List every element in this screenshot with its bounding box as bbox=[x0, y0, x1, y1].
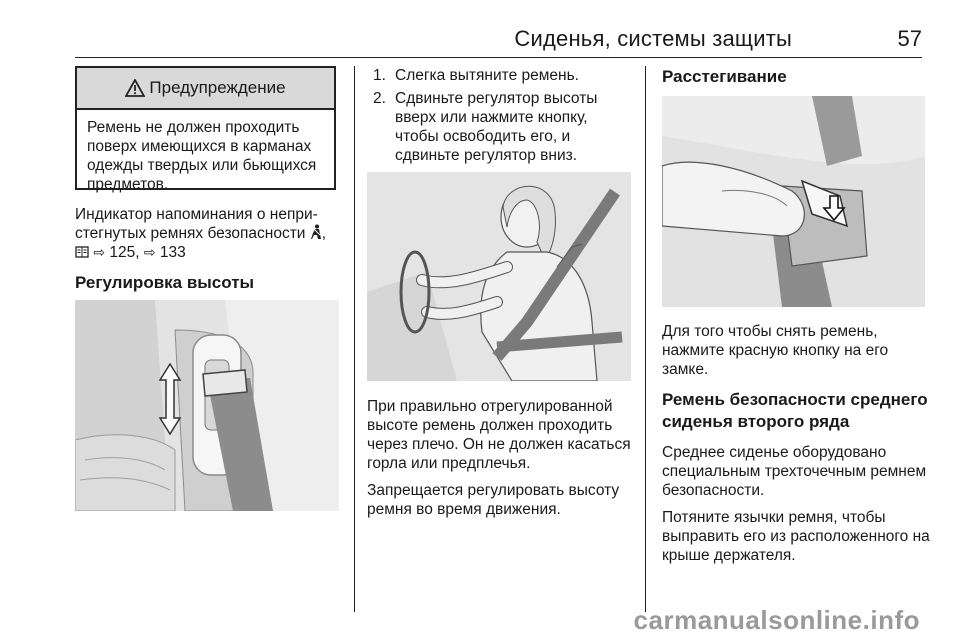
rear-center-para-1: Среднее сиденье оборудовано специальным трехточечным ремнем безопасности. bbox=[662, 444, 927, 499]
header-divider bbox=[75, 57, 922, 58]
rear-center-para-2: Потяните язычки ремня, чтобы выправить его из расположенного на крыше держателя. bbox=[662, 509, 930, 564]
step-1-text: Слегка вытяните ремень. bbox=[395, 67, 579, 84]
height-adjust-para-1: При правильно отрегулированной высоте ремень должен проходить через плечо. Он не должен касаться горла или предплечья. bbox=[367, 398, 631, 472]
step-2-text: Сдвиньте регулятор высоты вверх или нажмите кнопку, чтобы освободить его, и сдвиньте регулятор вниз. bbox=[395, 90, 598, 164]
reference-page-2[interactable]: 133 bbox=[159, 244, 186, 261]
page-number: 57 bbox=[897, 26, 922, 51]
warning-title: Предупреждение bbox=[149, 78, 286, 97]
reference-page-1[interactable]: 125, bbox=[109, 244, 140, 261]
reminder-comma: , bbox=[321, 225, 327, 242]
warning-triangle-icon bbox=[125, 79, 145, 97]
warning-header bbox=[77, 68, 334, 110]
reminder-paragraph bbox=[75, 205, 343, 262]
height-adjust-para-2: Запрещается регулировать высоту ремня во время движения. bbox=[367, 482, 620, 518]
step-2-number: 2. bbox=[373, 90, 386, 107]
unbuckle-section bbox=[662, 322, 930, 565]
height-adjuster-drawing bbox=[75, 300, 339, 511]
watermark: carmanualsonline.info bbox=[633, 605, 920, 635]
reference-arrow-icon: ⇨ bbox=[143, 244, 156, 260]
driver-belt-illustration bbox=[367, 172, 631, 381]
driver-belt-drawing bbox=[367, 172, 631, 381]
unbuckle-drawing bbox=[662, 96, 925, 307]
column-divider-2 bbox=[645, 66, 646, 612]
seatbelt-reminder-icon bbox=[310, 224, 322, 240]
step-1-number: 1. bbox=[373, 67, 386, 84]
unbuckle-text: Для того чтобы снять ремень, нажмите красную кнопку на его замке. bbox=[662, 323, 889, 378]
reminder-line1: Индикатор напоминания о непри- bbox=[75, 206, 318, 223]
reference-arrow-icon: ⇨ bbox=[93, 244, 106, 260]
unbuckle-illustration bbox=[662, 96, 925, 307]
rear-center-heading: Ремень безопасности среднего сиденья второго ряда bbox=[662, 390, 928, 431]
height-adjust-steps bbox=[367, 66, 635, 165]
height-adjust-notes bbox=[367, 397, 637, 519]
height-adjuster-illustration bbox=[75, 300, 339, 511]
reminder-line2: стегнутых ремнях безопасности bbox=[75, 225, 306, 242]
step-2 bbox=[367, 89, 635, 165]
step-1 bbox=[367, 66, 635, 85]
warning-text: Ремень не должен проходить поверх имеющихся в карманах одежды твердых или бьющихся предметов. bbox=[87, 119, 317, 193]
height-adjust-heading: Регулировка высоты bbox=[75, 273, 255, 292]
book-icon bbox=[75, 246, 89, 258]
warning-box bbox=[75, 66, 336, 193]
page-header-title: Сиденья, системы защиты bbox=[514, 26, 792, 51]
column-divider-1 bbox=[354, 66, 355, 612]
unbuckle-heading: Расстегивание bbox=[662, 67, 787, 86]
